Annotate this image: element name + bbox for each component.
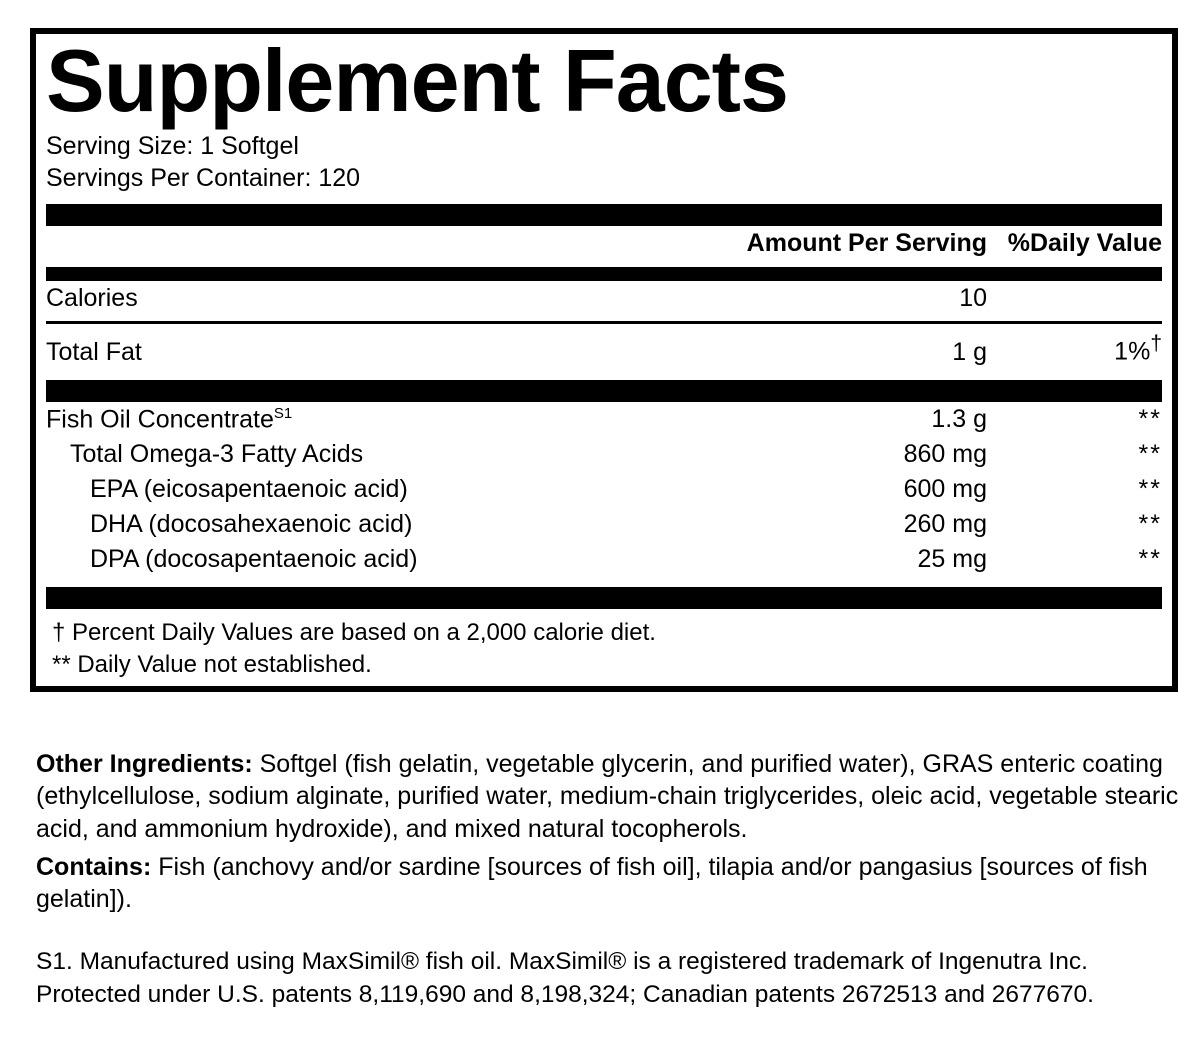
- row-label-calories: Calories: [46, 284, 138, 313]
- table-row: [46, 281, 1162, 316]
- patent-line-2: Protected under U.S. patents 8,119,690 and 8,198,324; Canadian patents 2672513 and 2677670.: [36, 980, 1094, 1008]
- footnote-ref-s1: S1: [273, 404, 293, 422]
- other-ingredients-text: Softgel (fish gelatin, vegetable glycerin, and purified water), GRAS enteric coating (ethylcellulose, sodium alginate, purified water, medium-chain triglycerides, oleic acid, vegetable stearic acid, and ammonium hydroxide), and mixed natural tocopherols.: [36, 750, 1179, 843]
- other-ingredients-label: Other Ingredients:: [36, 750, 253, 778]
- row-dv-fish-oil-concentrate: **: [1138, 404, 1162, 433]
- row-label-dha: DHA (docosahexaenoic acid): [90, 509, 413, 538]
- page-title: Supplement Facts: [46, 31, 788, 130]
- row-amount-calories: 10: [959, 284, 987, 313]
- table-row: [46, 437, 1162, 472]
- contains-statement: [36, 851, 1186, 916]
- nutrition-rows-ingredients: [46, 402, 1162, 577]
- divider-thick-bottom: [46, 587, 1162, 609]
- divider-thick-top: [46, 204, 1162, 226]
- patent-notice: [36, 946, 1200, 1011]
- row-amount-total-omega-3: 860 mg: [903, 439, 987, 468]
- nutrition-table: [46, 226, 1162, 261]
- table-separator: [46, 316, 1162, 329]
- dagger-ref: †: [1150, 332, 1162, 356]
- table-row: [46, 329, 1162, 369]
- rule-thin: [46, 316, 1162, 329]
- header-daily-value: %Daily Value: [1007, 229, 1162, 258]
- row-dv-dpa: **: [1138, 544, 1162, 573]
- divider-thick-middle: [46, 380, 1162, 402]
- supplement-facts-panel: [30, 28, 1178, 692]
- row-label-total-fat: Total Fat: [46, 337, 142, 366]
- header-amount-per-serving: Amount Per Serving: [746, 229, 987, 258]
- table-row: [46, 542, 1162, 577]
- table-row: [46, 507, 1162, 542]
- row-dv-calories: [987, 281, 1162, 316]
- row-label-epa: EPA (eicosapentaenoic acid): [90, 474, 408, 503]
- footnote-stars: ** Daily Value not established.: [52, 650, 372, 678]
- row-dv-dha: **: [1138, 509, 1162, 538]
- row-amount-dpa: 25 mg: [917, 544, 987, 573]
- servings-per-container: Servings Per Container: 120: [46, 164, 361, 193]
- other-ingredients: [36, 748, 1186, 845]
- row-dv-total-fat: 1%†: [1114, 332, 1162, 366]
- row-amount-dha: 260 mg: [903, 509, 987, 538]
- serving-size: Serving Size: 1 Softgel: [46, 132, 299, 161]
- row-dv-total-omega-3: **: [1138, 439, 1162, 468]
- nutrition-rows-primary: [46, 281, 1162, 369]
- divider-medium-under-header: [46, 267, 1162, 281]
- row-amount-total-fat: 1 g: [952, 337, 987, 366]
- row-label-dpa: DPA (docosapentaenoic acid): [90, 544, 418, 573]
- ingredients-section: [36, 748, 1186, 921]
- footnote-dagger: † Percent Daily Values are based on a 2,000 calorie diet.: [52, 618, 656, 646]
- row-amount-fish-oil-concentrate: 1.3 g: [931, 404, 987, 433]
- row-label-fish-oil-concentrate: Fish Oil Concentrate$^{S1}$: [46, 404, 293, 433]
- table-header-row: [46, 226, 1162, 261]
- table-row: [46, 402, 1162, 437]
- row-label-total-omega-3: Total Omega-3 Fatty Acids: [70, 439, 364, 468]
- contains-label: Contains:: [36, 852, 152, 881]
- row-dv-epa: **: [1138, 474, 1162, 503]
- patent-line-1: S1. Manufactured using MaxSimil® fish oil. MaxSimil® is a registered trademark of Ingenutra Inc.: [36, 948, 1088, 975]
- contains-text: Fish (anchovy and/or sardine [sources of fish oil], tilapia and/or pangasius [sources of fish gelatin]).: [36, 852, 1148, 913]
- footnotes: [46, 609, 1162, 680]
- header-spacer: [46, 226, 737, 261]
- row-amount-epa: 600 mg: [903, 474, 987, 503]
- table-row: [46, 472, 1162, 507]
